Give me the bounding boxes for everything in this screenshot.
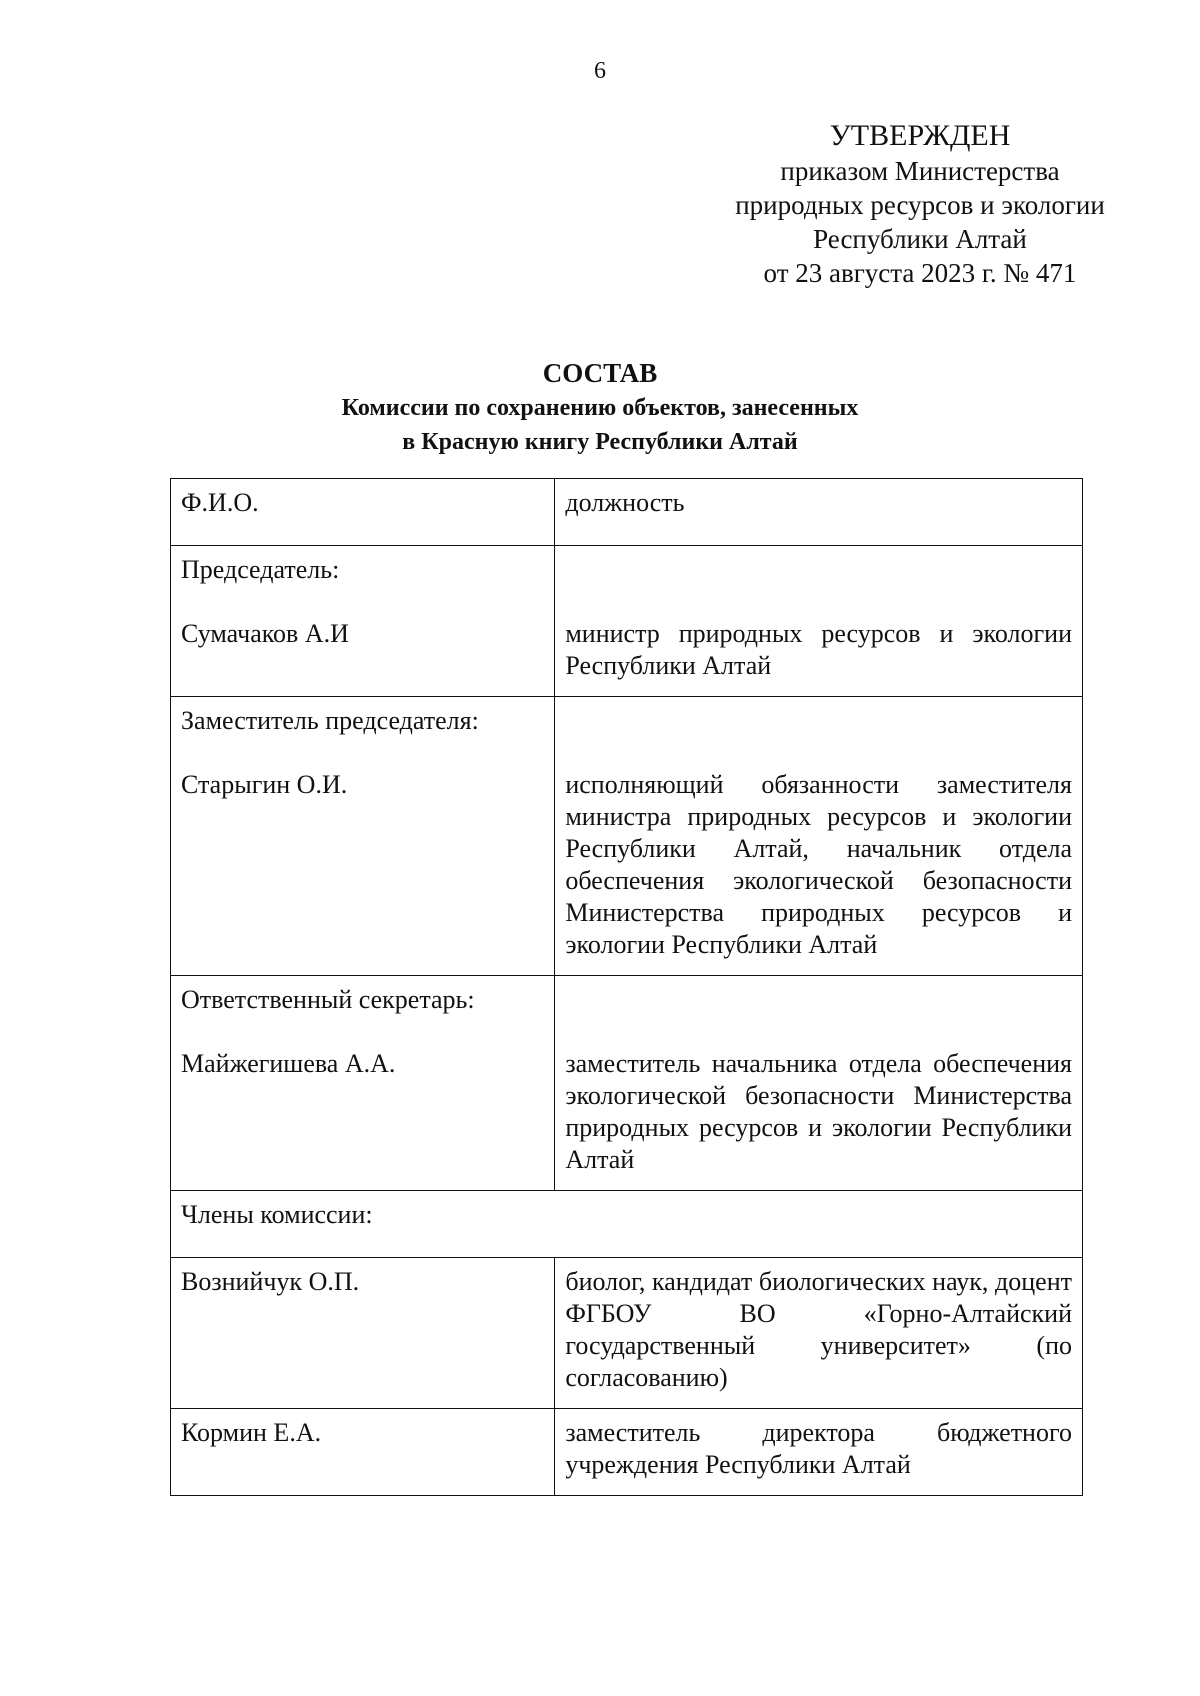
header-position: должность bbox=[555, 479, 1083, 546]
commission-roster-table bbox=[170, 478, 1083, 1496]
secretary-cell bbox=[171, 976, 555, 1191]
member-position-cell bbox=[555, 1409, 1083, 1496]
deputy-position: исполняющий обязанности заместителя министра природных ресурсов и экологии Республики Алтай, начальник отдела обеспечения экологической безопасности Министерства природных ресурсов и экологии Республики Алтай bbox=[565, 770, 1072, 959]
secretary-position-cell bbox=[555, 976, 1083, 1191]
secretary-position: заместитель начальника отдела обеспечения экологической безопасности Министерства природных ресурсов и экологии Республики Алтай bbox=[565, 1049, 1072, 1174]
chair-cell bbox=[171, 546, 555, 697]
approval-line-4: от 23 августа 2023 г. № 471 bbox=[763, 258, 1077, 288]
header-name: Ф.И.О. bbox=[171, 479, 555, 546]
table-header-row bbox=[171, 479, 1083, 546]
members-label: Члены комиссии: bbox=[171, 1191, 1083, 1258]
title-main: СОСТАВ bbox=[542, 358, 658, 388]
approval-stamp-block bbox=[700, 118, 1140, 290]
table-row-secretary bbox=[171, 976, 1083, 1191]
approval-heading: УТВЕРЖДЕН bbox=[829, 119, 1011, 152]
member-name: Кормин Е.А. bbox=[171, 1409, 555, 1496]
member-name: Вознийчук О.П. bbox=[171, 1258, 555, 1409]
member-position: заместитель директора бюджетного учреждения Республики Алтай bbox=[565, 1418, 1072, 1479]
chair-role: Председатель: bbox=[181, 555, 340, 584]
deputy-role: Заместитель председателя: bbox=[181, 706, 479, 735]
secretary-role: Ответственный секретарь: bbox=[181, 985, 475, 1014]
secretary-name: Майжегишева А.А. bbox=[181, 1049, 396, 1078]
table-row-chair bbox=[171, 546, 1083, 697]
title-line-1: Комиссии по сохранению объектов, занесенных bbox=[341, 395, 859, 421]
deputy-name: Старыгин О.И. bbox=[181, 770, 348, 799]
chair-position: министр природных ресурсов и экологии Республики Алтай bbox=[565, 619, 1072, 680]
document-title bbox=[0, 355, 1200, 459]
member-position: биолог, кандидат биологических наук, доцент ФГБОУ ВО «Горно-Алтайский государственный университет» (по согласованию) bbox=[555, 1258, 1083, 1409]
approval-line-3: Республики Алтай bbox=[813, 224, 1027, 254]
approval-line-1: приказом Министерства bbox=[780, 156, 1060, 186]
table-row-deputy bbox=[171, 697, 1083, 976]
deputy-cell bbox=[171, 697, 555, 976]
chair-position-cell bbox=[555, 546, 1083, 697]
table-row bbox=[171, 1409, 1083, 1496]
page-number: 6 bbox=[594, 58, 606, 84]
deputy-position-cell bbox=[555, 697, 1083, 976]
approval-line-2: природных ресурсов и экологии bbox=[735, 190, 1105, 220]
table-row bbox=[171, 1258, 1083, 1409]
title-line-2: в Красную книгу Республики Алтай bbox=[402, 429, 798, 455]
chair-name: Сумачаков А.И bbox=[181, 619, 349, 648]
table-row-members-label bbox=[171, 1191, 1083, 1258]
